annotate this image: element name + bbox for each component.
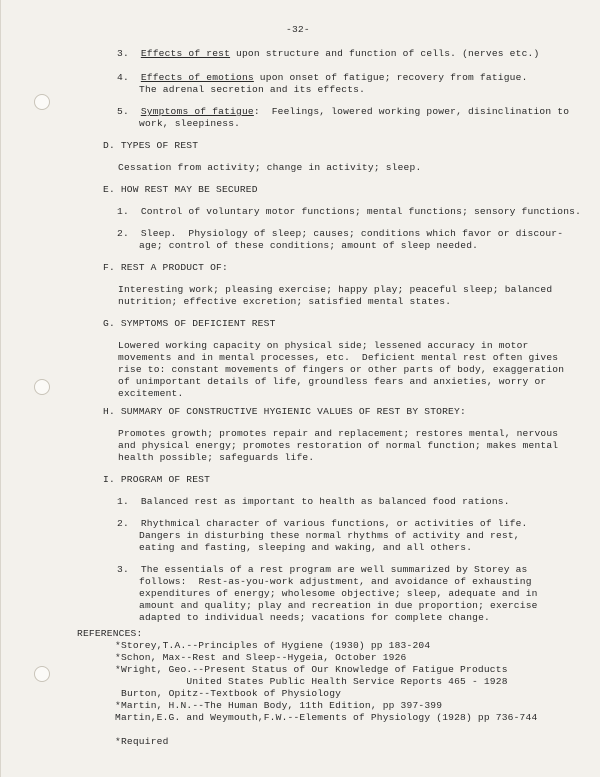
list-item-continued: adapted to individual needs; vacations for complete change. [139, 612, 491, 623]
list-item: 2. Rhythmical character of various functions, or activities of life. [117, 518, 528, 529]
footnote: *Required [115, 736, 169, 747]
list-item: 1. Balanced rest as important to health as balanced food rations. [117, 496, 510, 507]
section-heading: D. TYPES OF REST [103, 140, 199, 151]
reference-line: *Schon, Max--Rest and Sleep--Hygeia, October 1926 [115, 652, 407, 663]
paragraph-line: health possible; safeguards life. [118, 452, 315, 463]
list-item-continued: Dangers in disturbing these normal rhythms of activity and rest, [139, 530, 520, 541]
paragraph-line: Promotes growth; promotes repair and replacement; restores mental, nervous [118, 428, 559, 439]
punch-hole [34, 666, 50, 682]
section-heading: I. PROGRAM OF REST [103, 474, 211, 485]
reference-line: Martin,E.G. and Weymouth,F.W.--Elements of Physiology (1928) pp 736-744 [115, 712, 538, 723]
list-item-continued: age; control of these conditions; amount of sleep needed. [139, 240, 479, 251]
list-item-continued: work, sleepiness. [139, 118, 241, 129]
list-item: 1. Control of voluntary motor functions; mental functions; sensory functions. [117, 206, 582, 217]
list-item: 3. Effects of rest upon structure and function of cells. (nerves etc.) [117, 48, 540, 59]
punch-hole [34, 379, 50, 395]
paragraph-line: rise to: constant movements of fingers or other parts of body, exaggeration [118, 364, 565, 375]
page-number: -32- [286, 24, 310, 35]
section-heading: G. SYMPTOMS OF DEFICIENT REST [103, 318, 276, 329]
paragraph-line: nutrition; effective excretion; satisfied mental states. [118, 296, 452, 307]
list-item-continued: amount and quality; play and recreation in due proportion; exercise [139, 600, 538, 611]
section-heading: E. HOW REST MAY BE SECURED [103, 184, 258, 195]
paragraph-line: Cessation from activity; change in activity; sleep. [118, 162, 422, 173]
list-item-continued: The adrenal secretion and its effects. [139, 84, 366, 95]
reference-line: *Wright, Geo.--Present Status of Our Knowledge of Fatigue Products [115, 664, 508, 675]
reference-line: United States Public Health Service Reports 465 - 1928 [115, 676, 508, 687]
paragraph-line: Lowered working capacity on physical side; lessened accuracy in motor [118, 340, 529, 351]
reference-line: Burton, Opitz--Textbook of Physiology [121, 688, 342, 699]
reference-line: *Martin, H.N.--The Human Body, 11th Edition, pp 397-399 [115, 700, 443, 711]
punch-hole [34, 94, 50, 110]
paragraph-line: Interesting work; pleasing exercise; happy play; peaceful sleep; balanced [118, 284, 553, 295]
list-item: 4. Effects of emotions upon onset of fatigue; recovery from fatigue. [117, 72, 528, 83]
paragraph-line: movements and in mental processes, etc. Deficient mental rest often gives [118, 352, 559, 363]
list-item: 2. Sleep. Physiology of sleep; causes; conditions which favor or discour- [117, 228, 564, 239]
list-item: 3. The essentials of a rest program are well summarized by Storey as [117, 564, 528, 575]
section-heading: H. SUMMARY OF CONSTRUCTIVE HYGIENIC VALUES OF REST BY STOREY: [103, 406, 466, 417]
list-item: 5. Symptoms of fatigue: Feelings, lowered working power, disinclination to [117, 106, 570, 117]
list-item-continued: follows: Rest-as-you-work adjustment, and avoidance of exhausting [139, 576, 532, 587]
references-heading: REFERENCES: [77, 628, 143, 639]
list-item-continued: expenditures of energy; wholesome objective; sleep, adequate and in [139, 588, 538, 599]
section-heading: F. REST A PRODUCT OF: [103, 262, 228, 273]
reference-line: *Storey,T.A.--Principles of Hygiene (1930) pp 183-204 [115, 640, 431, 651]
paragraph-line: of unimportant details of life, groundless fears and anxieties, worry or [118, 376, 547, 387]
paragraph-line: excitement. [118, 388, 184, 399]
list-item-continued: eating and fasting, sleeping and waking, and all others. [139, 542, 473, 553]
paragraph-line: and physical energy; promotes restoration of normal function; makes mental [118, 440, 559, 451]
